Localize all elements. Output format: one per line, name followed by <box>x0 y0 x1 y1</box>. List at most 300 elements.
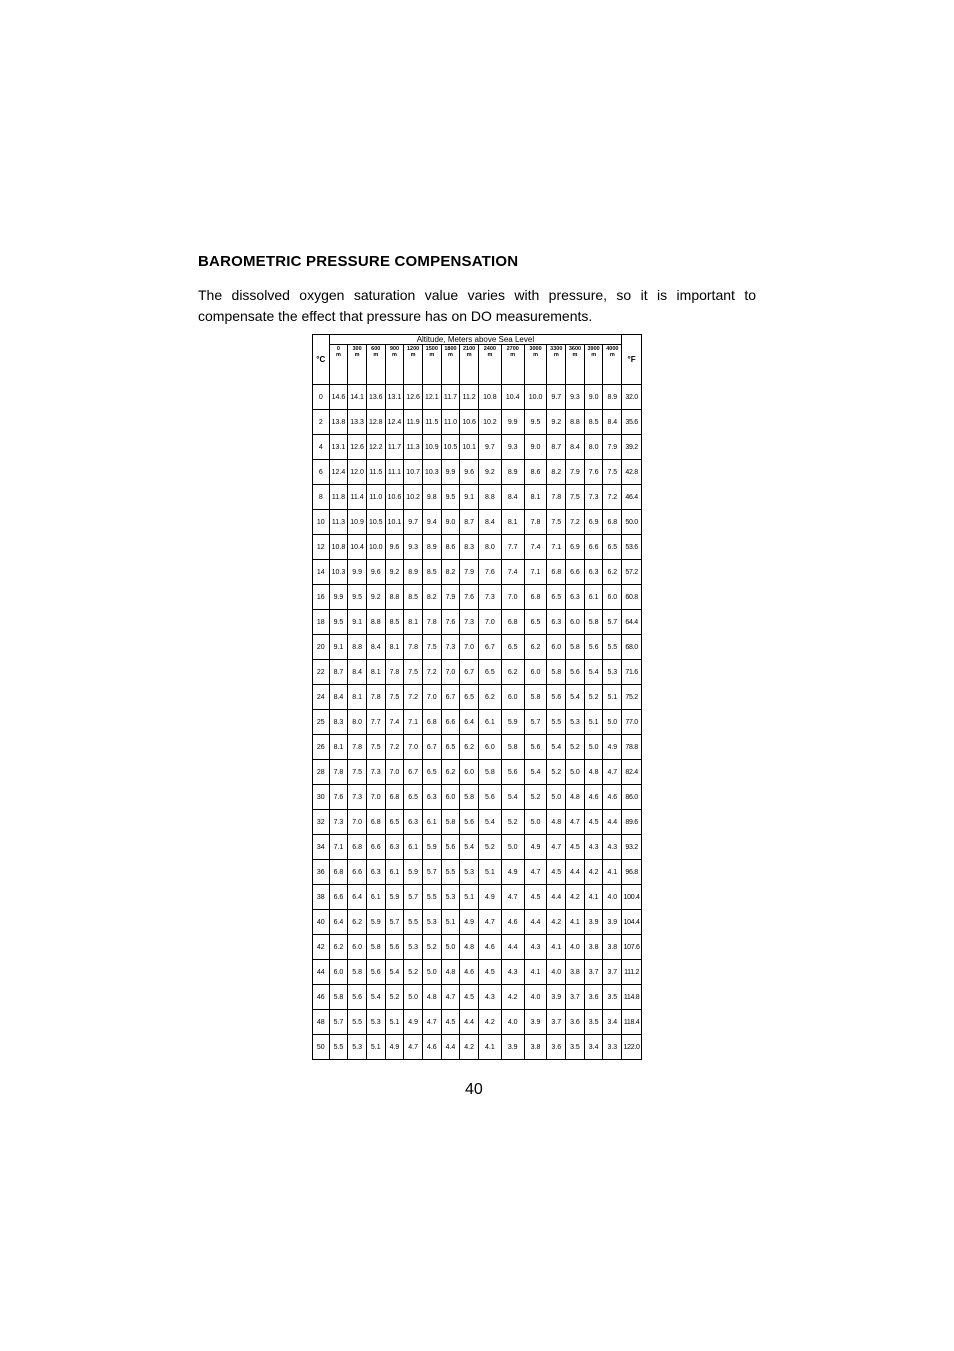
saturation-cell: 10.5 <box>366 510 385 535</box>
table-row <box>313 385 642 410</box>
saturation-cell: 11.1 <box>385 460 404 485</box>
saturation-cell: 7.4 <box>385 710 404 735</box>
saturation-cell: 5.4 <box>478 810 501 835</box>
saturation-cell: 9.6 <box>385 535 404 560</box>
saturation-cell: 9.8 <box>422 485 441 510</box>
saturation-cell: 12.6 <box>404 385 423 410</box>
saturation-cell: 4.8 <box>584 760 603 785</box>
saturation-cell: 6.5 <box>422 760 441 785</box>
saturation-cell: 7.8 <box>366 685 385 710</box>
saturation-cell: 10.2 <box>404 485 423 510</box>
saturation-cell: 8.3 <box>460 535 479 560</box>
table-row <box>313 435 642 460</box>
saturation-cell: 6.9 <box>584 510 603 535</box>
saturation-cell: 7.8 <box>422 610 441 635</box>
saturation-cell: 6.1 <box>404 835 423 860</box>
saturation-cell: 8.1 <box>329 735 348 760</box>
saturation-cell: 6.6 <box>366 835 385 860</box>
saturation-cell: 8.8 <box>566 410 585 435</box>
altitude-value: 1500 <box>425 346 438 352</box>
table-row <box>313 835 642 860</box>
temperature-celsius-cell: 25 <box>313 710 330 735</box>
saturation-cell: 11.5 <box>422 410 441 435</box>
saturation-cell: 7.0 <box>422 685 441 710</box>
saturation-cell: 6.0 <box>603 585 622 610</box>
saturation-cell: 4.2 <box>566 885 585 910</box>
saturation-cell: 4.7 <box>547 835 566 860</box>
saturation-cell: 8.6 <box>441 535 460 560</box>
saturation-cell: 7.9 <box>566 460 585 485</box>
saturation-cell: 4.7 <box>501 885 524 910</box>
saturation-cell: 7.0 <box>348 810 367 835</box>
altitude-value: 3000 <box>529 346 542 352</box>
saturation-cell: 4.4 <box>603 810 622 835</box>
temperature-fahrenheit-cell: 42.8 <box>622 460 642 485</box>
saturation-cell: 4.4 <box>566 860 585 885</box>
saturation-cell: 5.6 <box>584 635 603 660</box>
saturation-cell: 7.5 <box>603 460 622 485</box>
saturation-cell: 9.7 <box>478 435 501 460</box>
saturation-cell: 6.6 <box>441 710 460 735</box>
saturation-cell: 7.4 <box>501 560 524 585</box>
temperature-celsius-cell: 26 <box>313 735 330 760</box>
saturation-cell: 7.2 <box>422 660 441 685</box>
altitude-unit: m <box>373 352 379 358</box>
saturation-cell: 5.1 <box>584 710 603 735</box>
saturation-cell: 7.1 <box>547 535 566 560</box>
saturation-cell: 4.1 <box>524 960 547 985</box>
altitude-unit: m <box>553 352 559 358</box>
saturation-cell: 6.8 <box>348 835 367 860</box>
saturation-cell: 6.8 <box>422 710 441 735</box>
saturation-cell: 6.0 <box>478 735 501 760</box>
saturation-cell: 8.5 <box>404 585 423 610</box>
saturation-cell: 3.4 <box>584 1035 603 1060</box>
saturation-cell: 9.1 <box>329 635 348 660</box>
saturation-cell: 6.5 <box>460 685 479 710</box>
saturation-cell: 9.3 <box>566 385 585 410</box>
saturation-cell: 4.4 <box>501 935 524 960</box>
saturation-cell: 8.2 <box>547 460 566 485</box>
altitude-column-header <box>366 345 385 385</box>
table-row <box>313 535 642 560</box>
saturation-cell: 7.3 <box>366 760 385 785</box>
saturation-cell: 5.2 <box>478 835 501 860</box>
saturation-cell: 13.1 <box>329 435 348 460</box>
saturation-cell: 4.0 <box>566 935 585 960</box>
saturation-cell: 6.5 <box>478 660 501 685</box>
table-row <box>313 960 642 985</box>
saturation-cell: 4.5 <box>441 1010 460 1035</box>
saturation-cell: 8.4 <box>603 410 622 435</box>
saturation-cell: 6.7 <box>478 635 501 660</box>
saturation-cell: 4.6 <box>478 935 501 960</box>
temperature-celsius-cell: 38 <box>313 885 330 910</box>
saturation-cell: 7.0 <box>441 660 460 685</box>
saturation-cell: 6.8 <box>385 785 404 810</box>
saturation-cell: 8.4 <box>348 660 367 685</box>
saturation-cell: 10.8 <box>329 535 348 560</box>
saturation-cell: 5.6 <box>547 685 566 710</box>
saturation-cell: 3.5 <box>603 985 622 1010</box>
saturation-cell: 6.0 <box>547 635 566 660</box>
altitude-value: 600 <box>371 346 381 352</box>
saturation-cell: 4.7 <box>422 1010 441 1035</box>
temperature-fahrenheit-cell: 50.0 <box>622 510 642 535</box>
saturation-cell: 5.7 <box>329 1010 348 1035</box>
saturation-cell: 5.0 <box>584 735 603 760</box>
saturation-cell: 4.3 <box>478 985 501 1010</box>
saturation-cell: 7.2 <box>566 510 585 535</box>
saturation-cell: 10.2 <box>478 410 501 435</box>
temperature-celsius-cell: 48 <box>313 1010 330 1035</box>
altitude-column-header <box>404 345 423 385</box>
saturation-cell: 11.0 <box>441 410 460 435</box>
saturation-cell: 5.4 <box>524 760 547 785</box>
saturation-cell: 8.2 <box>441 560 460 585</box>
saturation-cell: 12.0 <box>348 460 367 485</box>
temperature-fahrenheit-cell: 96.8 <box>622 860 642 885</box>
saturation-cell: 4.5 <box>478 960 501 985</box>
saturation-cell: 3.6 <box>547 1035 566 1060</box>
table-body <box>313 385 642 1060</box>
saturation-cell: 7.3 <box>441 635 460 660</box>
saturation-cell: 6.3 <box>385 835 404 860</box>
saturation-cell: 3.6 <box>566 1010 585 1035</box>
saturation-cell: 4.0 <box>603 885 622 910</box>
saturation-cell: 11.7 <box>385 435 404 460</box>
saturation-cell: 7.2 <box>404 685 423 710</box>
saturation-cell: 5.7 <box>385 910 404 935</box>
saturation-cell: 5.4 <box>385 960 404 985</box>
saturation-cell: 6.2 <box>478 685 501 710</box>
saturation-cell: 6.7 <box>460 660 479 685</box>
saturation-cell: 6.1 <box>385 860 404 885</box>
saturation-cell: 7.2 <box>603 485 622 510</box>
saturation-cell: 7.8 <box>385 660 404 685</box>
saturation-cell: 7.9 <box>441 585 460 610</box>
altitude-column-header <box>603 345 622 385</box>
saturation-cell: 5.4 <box>366 985 385 1010</box>
saturation-cell: 4.7 <box>566 810 585 835</box>
saturation-cell: 5.8 <box>329 985 348 1010</box>
saturation-cell: 9.5 <box>348 585 367 610</box>
temperature-fahrenheit-cell: 46.4 <box>622 485 642 510</box>
saturation-cell: 4.2 <box>478 1010 501 1035</box>
saturation-cell: 6.8 <box>603 510 622 535</box>
saturation-cell: 5.3 <box>422 910 441 935</box>
saturation-cell: 5.2 <box>584 685 603 710</box>
saturation-cell: 9.4 <box>422 510 441 535</box>
saturation-cell: 5.9 <box>366 910 385 935</box>
saturation-cell: 9.3 <box>501 435 524 460</box>
saturation-cell: 11.7 <box>441 385 460 410</box>
saturation-cell: 9.0 <box>524 435 547 460</box>
saturation-cell: 6.8 <box>366 810 385 835</box>
saturation-cell: 5.7 <box>603 610 622 635</box>
altitude-column-header <box>329 345 348 385</box>
saturation-cell: 5.8 <box>547 660 566 685</box>
saturation-cell: 4.3 <box>603 835 622 860</box>
saturation-cell: 3.9 <box>501 1035 524 1060</box>
saturation-cell: 9.0 <box>441 510 460 535</box>
saturation-cell: 4.2 <box>584 860 603 885</box>
saturation-cell: 8.1 <box>348 685 367 710</box>
saturation-cell: 5.7 <box>524 710 547 735</box>
table-row <box>313 685 642 710</box>
saturation-cell: 4.6 <box>422 1035 441 1060</box>
temperature-celsius-cell: 10 <box>313 510 330 535</box>
saturation-cell: 4.8 <box>422 985 441 1010</box>
saturation-cell: 4.8 <box>441 960 460 985</box>
saturation-cell: 5.2 <box>404 960 423 985</box>
saturation-cell: 7.5 <box>547 510 566 535</box>
saturation-cell: 9.9 <box>441 460 460 485</box>
saturation-cell: 6.7 <box>422 735 441 760</box>
saturation-cell: 7.6 <box>329 785 348 810</box>
saturation-cell: 10.7 <box>404 460 423 485</box>
saturation-cell: 3.6 <box>584 985 603 1010</box>
saturation-cell: 7.0 <box>404 735 423 760</box>
saturation-cell: 4.0 <box>547 960 566 985</box>
saturation-cell: 4.4 <box>441 1035 460 1060</box>
saturation-cell: 5.0 <box>441 935 460 960</box>
saturation-cell: 6.2 <box>524 635 547 660</box>
saturation-cell: 13.6 <box>366 385 385 410</box>
saturation-cell: 8.4 <box>501 485 524 510</box>
table-row <box>313 760 642 785</box>
saturation-cell: 11.4 <box>348 485 367 510</box>
altitude-unit: m <box>392 352 397 358</box>
temperature-celsius-cell: 8 <box>313 485 330 510</box>
saturation-cell: 6.2 <box>329 935 348 960</box>
saturation-cell: 7.6 <box>478 560 501 585</box>
temperature-fahrenheit-cell: 100.4 <box>622 885 642 910</box>
saturation-cell: 6.0 <box>501 685 524 710</box>
saturation-cell: 7.5 <box>404 660 423 685</box>
altitude-unit: m <box>510 352 516 358</box>
saturation-cell: 5.9 <box>501 710 524 735</box>
saturation-cell: 4.7 <box>603 760 622 785</box>
altitude-unit: m <box>572 352 578 358</box>
temperature-fahrenheit-cell: 107.6 <box>622 935 642 960</box>
saturation-cell: 6.3 <box>584 560 603 585</box>
altitude-unit: m <box>591 352 597 358</box>
table-row <box>313 635 642 660</box>
temperature-fahrenheit-cell: 118.4 <box>622 1010 642 1035</box>
saturation-cell: 7.2 <box>385 735 404 760</box>
saturation-cell: 5.4 <box>566 685 585 710</box>
table-row <box>313 1035 642 1060</box>
saturation-cell: 9.5 <box>441 485 460 510</box>
saturation-cell: 8.9 <box>422 535 441 560</box>
saturation-cell: 5.2 <box>547 760 566 785</box>
saturation-cell: 6.2 <box>603 560 622 585</box>
saturation-cell: 8.1 <box>385 635 404 660</box>
temperature-fahrenheit-cell: 35.6 <box>622 410 642 435</box>
saturation-cell: 11.5 <box>366 460 385 485</box>
saturation-cell: 7.8 <box>348 735 367 760</box>
saturation-cell: 8.1 <box>501 510 524 535</box>
saturation-cell: 8.3 <box>329 710 348 735</box>
saturation-cell: 7.8 <box>547 485 566 510</box>
temperature-celsius-cell: 4 <box>313 435 330 460</box>
temperature-fahrenheit-cell: 64.4 <box>622 610 642 635</box>
altitude-value: 1200 <box>406 346 420 352</box>
altitude-column-header <box>385 345 404 385</box>
saturation-cell: 7.1 <box>329 835 348 860</box>
saturation-cell: 8.0 <box>348 710 367 735</box>
saturation-cell: 9.5 <box>524 410 547 435</box>
saturation-cell: 8.2 <box>422 585 441 610</box>
saturation-cell: 4.4 <box>524 910 547 935</box>
temperature-fahrenheit-cell: 77.0 <box>622 710 642 735</box>
saturation-cell: 6.6 <box>329 885 348 910</box>
do-saturation-table <box>312 334 642 1060</box>
table-row <box>313 810 642 835</box>
saturation-cell: 5.7 <box>404 885 423 910</box>
altitude-column-header <box>460 345 479 385</box>
saturation-cell: 6.2 <box>460 735 479 760</box>
saturation-cell: 5.5 <box>603 635 622 660</box>
saturation-cell: 6.7 <box>441 685 460 710</box>
saturation-cell: 8.8 <box>385 585 404 610</box>
temperature-fahrenheit-cell: 68.0 <box>622 635 642 660</box>
saturation-cell: 6.1 <box>478 710 501 735</box>
saturation-cell: 4.5 <box>547 860 566 885</box>
saturation-cell: 7.1 <box>404 710 423 735</box>
altitude-column-header <box>478 345 501 385</box>
saturation-cell: 4.3 <box>584 835 603 860</box>
saturation-cell: 6.5 <box>524 610 547 635</box>
saturation-cell: 8.9 <box>404 560 423 585</box>
saturation-cell: 5.2 <box>422 935 441 960</box>
saturation-cell: 5.5 <box>441 860 460 885</box>
saturation-cell: 5.0 <box>422 960 441 985</box>
saturation-cell: 7.9 <box>603 435 622 460</box>
saturation-cell: 6.5 <box>441 735 460 760</box>
altitude-column-header <box>501 345 524 385</box>
temperature-celsius-cell: 36 <box>313 860 330 885</box>
saturation-cell: 5.3 <box>566 710 585 735</box>
saturation-cell: 5.9 <box>404 860 423 885</box>
altitude-value: 2700 <box>506 346 519 352</box>
saturation-cell: 3.8 <box>603 935 622 960</box>
altitude-title-row <box>313 335 642 345</box>
temperature-fahrenheit-cell: 75.2 <box>622 685 642 710</box>
temperature-fahrenheit-cell: 71.6 <box>622 660 642 685</box>
table-row <box>313 485 642 510</box>
temperature-celsius-cell: 14 <box>313 560 330 585</box>
saturation-cell: 12.1 <box>422 385 441 410</box>
saturation-cell: 8.5 <box>422 560 441 585</box>
saturation-cell: 10.3 <box>422 460 441 485</box>
saturation-cell: 12.4 <box>385 410 404 435</box>
saturation-cell: 7.1 <box>524 560 547 585</box>
temperature-celsius-cell: 12 <box>313 535 330 560</box>
saturation-cell: 10.0 <box>524 385 547 410</box>
saturation-cell: 4.1 <box>547 935 566 960</box>
saturation-cell: 9.2 <box>478 460 501 485</box>
saturation-cell: 4.7 <box>524 860 547 885</box>
saturation-cell: 8.4 <box>566 435 585 460</box>
saturation-cell: 6.0 <box>524 660 547 685</box>
altitude-value: 300 <box>352 346 362 352</box>
saturation-cell: 3.9 <box>547 985 566 1010</box>
saturation-cell: 6.7 <box>404 760 423 785</box>
saturation-cell: 8.1 <box>524 485 547 510</box>
saturation-cell: 3.3 <box>603 1035 622 1060</box>
saturation-cell: 10.6 <box>460 410 479 435</box>
saturation-cell: 7.5 <box>348 760 367 785</box>
saturation-cell: 10.1 <box>460 435 479 460</box>
altitude-unit: m <box>410 352 416 358</box>
saturation-cell: 7.8 <box>404 635 423 660</box>
saturation-cell: 4.5 <box>566 835 585 860</box>
saturation-cell: 5.4 <box>584 660 603 685</box>
table-row <box>313 410 642 435</box>
saturation-cell: 4.5 <box>460 985 479 1010</box>
altitude-unit: m <box>354 352 360 358</box>
saturation-cell: 5.8 <box>460 785 479 810</box>
saturation-cell: 9.7 <box>547 385 566 410</box>
saturation-cell: 4.7 <box>404 1035 423 1060</box>
saturation-cell: 10.4 <box>348 535 367 560</box>
saturation-cell: 4.8 <box>566 785 585 810</box>
temperature-celsius-cell: 42 <box>313 935 330 960</box>
temperature-fahrenheit-cell: 86.0 <box>622 785 642 810</box>
saturation-cell: 6.5 <box>385 810 404 835</box>
saturation-cell: 5.2 <box>566 735 585 760</box>
saturation-cell: 6.4 <box>460 710 479 735</box>
temperature-celsius-cell: 6 <box>313 460 330 485</box>
saturation-cell: 7.0 <box>385 760 404 785</box>
saturation-cell: 5.1 <box>460 885 479 910</box>
saturation-cell: 11.3 <box>404 435 423 460</box>
saturation-cell: 8.7 <box>460 510 479 535</box>
saturation-cell: 8.4 <box>366 635 385 660</box>
temperature-fahrenheit-cell: 111.2 <box>622 960 642 985</box>
altitude-column-header <box>441 345 460 385</box>
saturation-cell: 10.1 <box>385 510 404 535</box>
saturation-cell: 7.8 <box>329 760 348 785</box>
altitude-column-header <box>547 345 566 385</box>
saturation-cell: 3.8 <box>584 935 603 960</box>
saturation-cell: 4.3 <box>524 935 547 960</box>
saturation-cell: 7.3 <box>329 810 348 835</box>
saturation-cell: 6.2 <box>441 760 460 785</box>
saturation-cell: 6.8 <box>524 585 547 610</box>
saturation-cell: 8.0 <box>478 535 501 560</box>
altitude-value: 2400 <box>483 346 496 352</box>
saturation-cell: 6.5 <box>603 535 622 560</box>
celsius-header: °C <box>313 335 330 385</box>
saturation-cell: 8.5 <box>584 410 603 435</box>
temperature-fahrenheit-cell: 60.8 <box>622 585 642 610</box>
altitude-unit: m <box>429 352 435 358</box>
saturation-cell: 3.5 <box>584 1010 603 1035</box>
saturation-cell: 8.5 <box>385 610 404 635</box>
saturation-cell: 8.1 <box>366 660 385 685</box>
saturation-cell: 6.8 <box>501 610 524 635</box>
saturation-cell: 12.4 <box>329 460 348 485</box>
saturation-cell: 8.6 <box>524 460 547 485</box>
saturation-cell: 4.2 <box>460 1035 479 1060</box>
table-row <box>313 460 642 485</box>
saturation-cell: 4.6 <box>603 785 622 810</box>
saturation-cell: 6.1 <box>366 885 385 910</box>
saturation-cell: 7.6 <box>460 585 479 610</box>
